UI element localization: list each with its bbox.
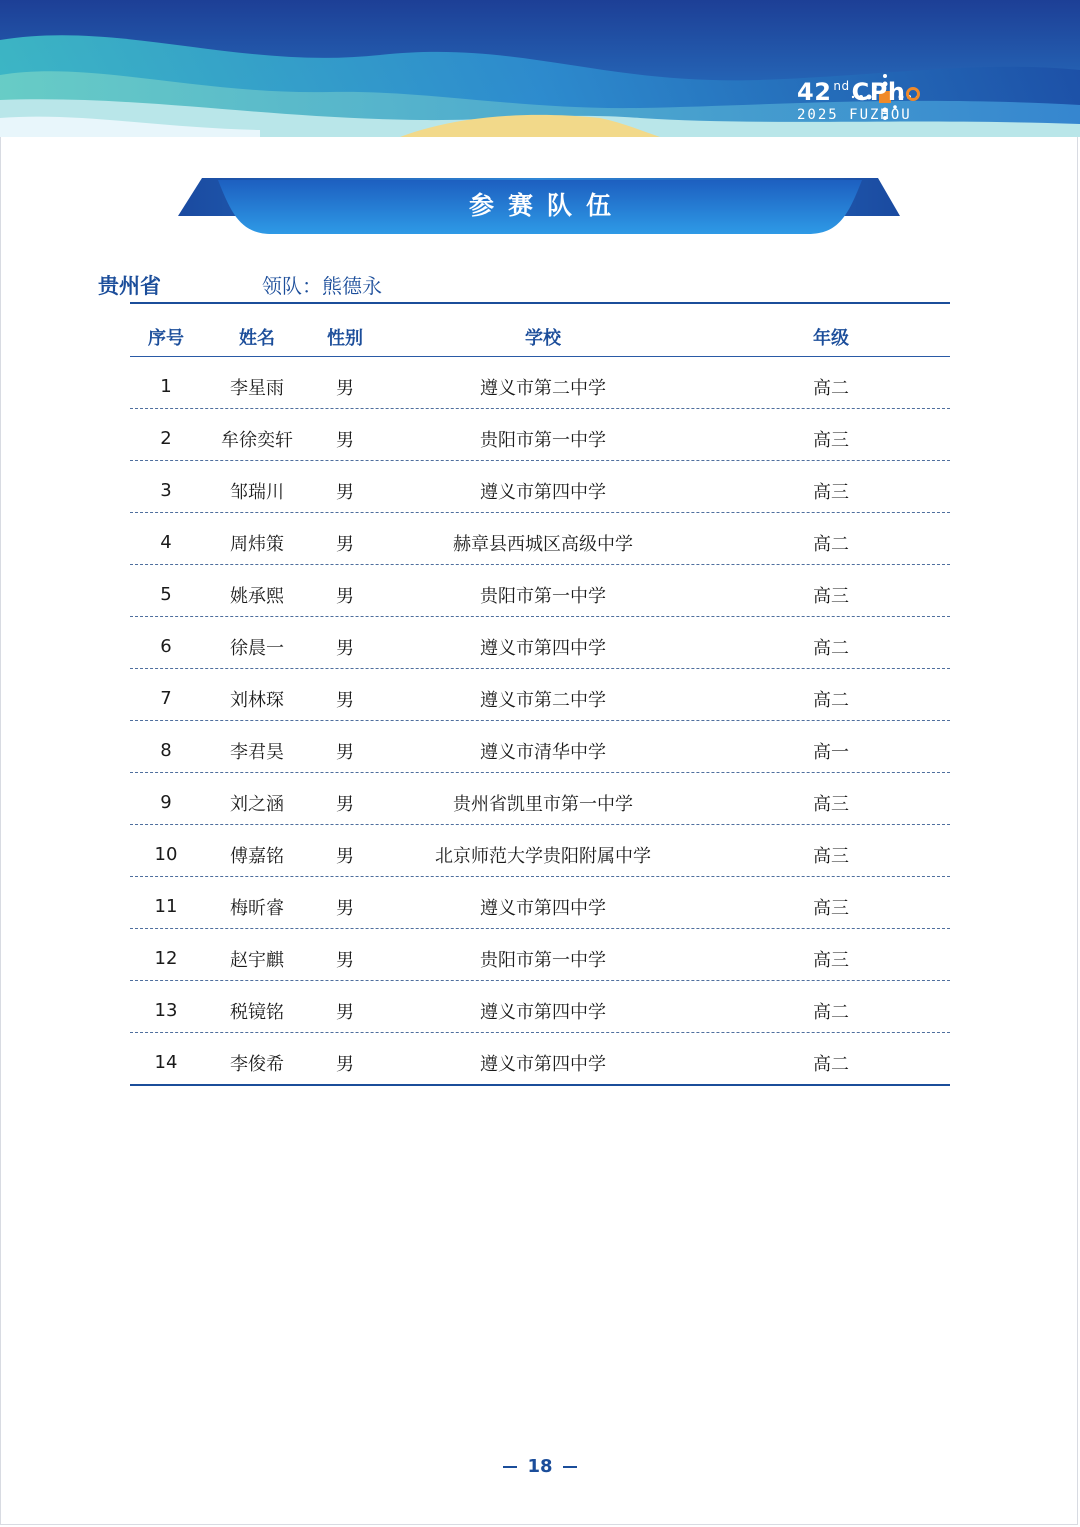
school-name: 遵义市第四中学 [480,481,606,503]
footer-dash-right [563,1466,577,1468]
row-number: 11 [154,896,178,917]
table-row [130,981,950,1033]
student-name: 姚承熙 [230,585,284,607]
team-leader [262,271,382,301]
section-title-bar [178,176,902,238]
grade-level: 高三 [813,897,849,919]
student-gender: 男 [336,1001,354,1023]
student-name: 徐晨一 [230,637,284,659]
grade-level: 高三 [813,481,849,503]
student-gender: 男 [336,429,354,451]
student-name: 税镜铭 [230,1001,284,1023]
table-row [130,409,950,461]
brand-mark [797,72,920,124]
table-row [130,929,950,981]
student-name: 邹瑞川 [230,481,284,503]
col-header-grade: 年级 [813,328,849,349]
student-name: 傅嘉铭 [230,845,284,867]
table-row [130,877,950,929]
student-name: 牟徐奕轩 [221,429,293,451]
page-footer [0,1456,1080,1477]
grade-level: 高二 [813,689,849,711]
table-row [130,617,950,669]
student-gender: 男 [336,637,354,659]
brand-subtitle: 2025 FUZHOU [797,107,912,123]
grade-level: 高二 [813,1053,849,1075]
header-banner [0,0,1080,137]
row-number: 13 [154,1000,178,1021]
grade-level: 高三 [813,793,849,815]
table-row [130,669,950,721]
table-row [130,825,950,877]
col-header-name: 姓名 [239,328,275,349]
student-gender: 男 [336,741,354,763]
table-row [130,461,950,513]
grade-level: 高二 [813,637,849,659]
school-name: 遵义市第四中学 [480,1053,606,1075]
table-row [130,357,950,409]
student-name: 刘之涵 [230,793,284,815]
row-number: 3 [160,480,172,501]
table-row [130,1033,950,1086]
student-gender: 男 [336,793,354,815]
student-gender: 男 [336,377,354,399]
row-number: 9 [160,792,172,813]
school-name: 北京师范大学贵阳附属中学 [435,845,651,867]
col-header-school: 学校 [525,328,561,349]
school-name: 贵州省凯里市第一中学 [453,793,633,815]
brand-number: 42 [797,78,832,106]
student-gender: 男 [336,1053,354,1075]
student-name: 梅昕睿 [230,897,284,919]
row-number: 6 [160,636,172,657]
student-gender: 男 [336,897,354,919]
leader-label: 领队： [262,274,322,298]
page-number: 18 [527,1456,553,1477]
school-name: 赫章县西城区高级中学 [453,533,633,555]
col-header-number: 序号 [148,328,184,349]
grade-level: 高二 [813,377,849,399]
student-name: 李君昊 [230,741,284,763]
brand-name: CPh [851,78,906,106]
school-name: 遵义市清华中学 [480,741,606,763]
student-gender: 男 [336,689,354,711]
row-number: 14 [154,1052,178,1073]
grade-level: 高三 [813,429,849,451]
leader-name: 熊德永 [322,274,382,298]
grade-level: 高三 [813,845,849,867]
student-gender: 男 [336,585,354,607]
student-gender: 男 [336,949,354,971]
row-number: 4 [160,532,172,553]
student-name: 李星雨 [230,377,284,399]
row-number: 8 [160,740,172,761]
school-name: 遵义市第四中学 [480,897,606,919]
school-name: 贵阳市第一中学 [480,585,606,607]
row-number: 2 [160,428,172,449]
student-gender: 男 [336,845,354,867]
table-row [130,565,950,617]
school-name: 贵阳市第一中学 [480,949,606,971]
brand-title [797,72,920,106]
province-name: 贵州省 [98,274,161,298]
row-number: 10 [154,844,178,865]
student-gender: 男 [336,533,354,555]
table-header-row [130,304,950,357]
table-row [130,721,950,773]
grade-level: 高一 [813,741,849,763]
row-number: 12 [154,948,178,969]
row-number: 1 [160,376,172,397]
student-gender: 男 [336,481,354,503]
student-name: 周炜策 [230,533,284,555]
footer-dash-left [503,1466,517,1468]
school-name: 遵义市第二中学 [480,377,606,399]
section-title: 参赛队伍 [468,191,625,220]
grade-level: 高二 [813,533,849,555]
student-name: 刘林琛 [230,689,284,711]
school-name: 遵义市第二中学 [480,689,606,711]
brand-ring-icon [906,87,920,101]
row-number: 7 [160,688,172,709]
col-header-gender: 性别 [327,328,363,349]
grade-level: 高二 [813,1001,849,1023]
school-name: 遵义市第四中学 [480,637,606,659]
student-name: 赵宇麒 [230,949,284,971]
school-name: 遵义市第四中学 [480,1001,606,1023]
student-name: 李俊希 [230,1053,284,1075]
row-number: 5 [160,584,172,605]
school-name: 贵阳市第一中学 [480,429,606,451]
grade-level: 高三 [813,585,849,607]
table-row [130,773,950,825]
brand-ordinal: nd [833,79,850,93]
table-row [130,513,950,565]
roster-table [130,304,950,1086]
grade-level: 高三 [813,949,849,971]
